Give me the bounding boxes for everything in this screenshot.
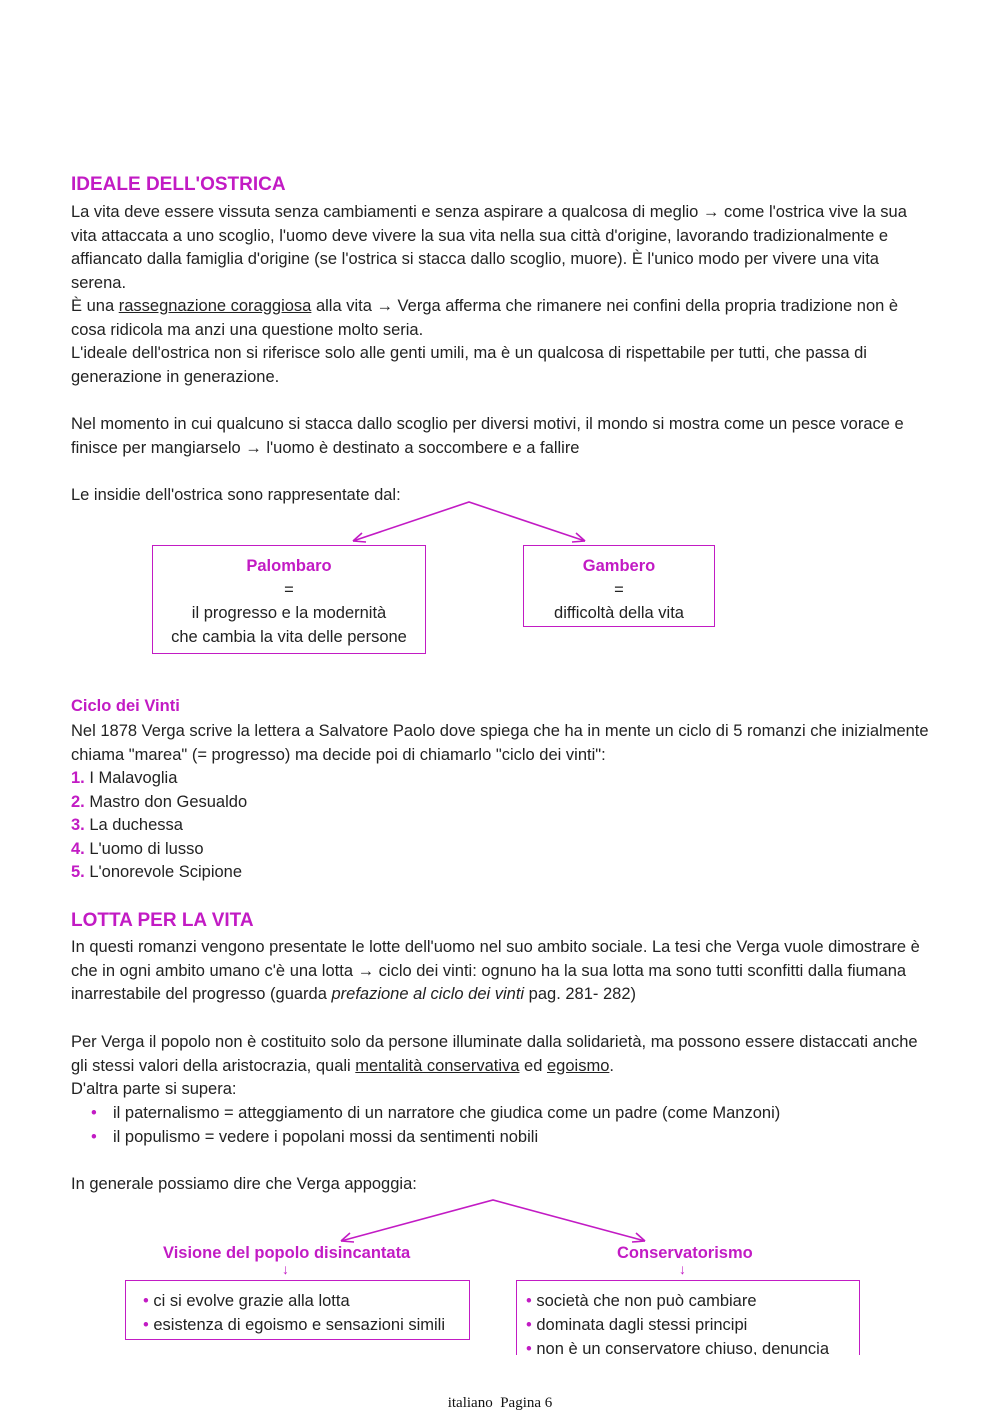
list-text: ci si evolve grazie alla lotta: [153, 1292, 350, 1310]
bullet-icon: •: [143, 1316, 149, 1334]
branch-arrow-lines-1: [353, 502, 585, 541]
paragraph-pesce-vorace: Nel momento in cui qualcuno si stacca dallo scoglio per diversi motivi, il mondo si mostra come un pesce vorace e finisce per mangiarselo → l'uomo è destinato a soccombere e a fallire: [71, 415, 904, 457]
text-segment: È una: [71, 297, 119, 315]
list-item: [91, 1101, 780, 1125]
list-text: La duchessa: [89, 816, 183, 834]
box-title-gambero: Gambero: [582, 557, 656, 575]
box-line: il progresso e la modernità: [191, 604, 387, 622]
list-text: società che non può cambiare: [536, 1292, 757, 1310]
list-text: L'uomo di lusso: [89, 839, 204, 858]
underlined-term: egoismo: [547, 1056, 610, 1075]
equals-sign: =: [284, 580, 294, 599]
text-segment: ed: [519, 1056, 547, 1075]
paragraph-supera: D'altra parte si supera:: [71, 1080, 237, 1098]
list-item: [71, 861, 247, 885]
heading-conservatorismo: Conservatorismo: [617, 1244, 753, 1262]
paragraph-lotta: [71, 936, 931, 1007]
list-item: [143, 1289, 469, 1313]
novels-list: [71, 767, 247, 885]
branch-arrow-lines-2: [341, 1200, 645, 1241]
list-text: il populismo = vedere i popolani mossi da sentimenti nobili: [113, 1128, 539, 1146]
list-item: [71, 767, 247, 791]
paragraph-insidie: Le insidie dell'ostrica sono rappresentate dal:: [71, 486, 401, 504]
bullet-icon: •: [526, 1292, 532, 1310]
list-item: [71, 791, 247, 815]
list-item: [91, 1125, 780, 1149]
bullet-icon: •: [91, 1104, 97, 1122]
bullet-icon: •: [526, 1340, 532, 1355]
box-title-palombaro: Palombaro: [246, 557, 332, 575]
list-text: Mastro don Gesualdo: [89, 792, 248, 811]
list-number: 1.: [71, 769, 85, 787]
paragraph-intro: La vita deve essere vissuta senza cambiamenti e senza aspirare a qualcosa di meglio → come l'ostrica vive la sua vita attaccata a uno scoglio, l'uomo deve vivere la sua vita nella sua città d'origine, lavorando tradizionalmente e affiancato dalla famiglia d'origine (se l'ostrica si stacca dallo scoglio, muore). È l'unico modo per vivere una vita serena.: [71, 203, 907, 292]
list-number: 5.: [71, 863, 85, 881]
underlined-term: rassegnazione coraggiosa: [118, 297, 312, 315]
list-item: [526, 1337, 859, 1355]
down-arrow-icon: ↓: [679, 1261, 686, 1277]
text-segment: .: [609, 1056, 614, 1075]
bullet-icon: •: [526, 1316, 532, 1334]
list-item: [526, 1289, 859, 1313]
list-number: 2.: [71, 792, 85, 811]
list-text: esistenza di egoismo e sensazioni simili: [153, 1316, 446, 1334]
box-conservatorismo: [516, 1280, 860, 1355]
text-segment: pag. 281- 282): [524, 985, 637, 1003]
bullet-icon: •: [143, 1292, 149, 1310]
list-item: [143, 1313, 469, 1337]
list-text: non è un conservatore chiuso, denuncia: [536, 1340, 829, 1355]
paragraph-popolo: [71, 1031, 931, 1078]
list-number: 3.: [71, 816, 85, 834]
box-line: difficoltà della vita: [554, 604, 684, 622]
paragraph-appoggia: In generale possiamo dire che Verga appoggia:: [71, 1175, 417, 1193]
list-text: il paternalismo = atteggiamento di un narratore che giudica come un padre (come Manzoni): [113, 1104, 781, 1122]
list-text: dominata dagli stessi principi: [536, 1316, 748, 1334]
box-list: [526, 1289, 859, 1355]
paragraph-ciclo-intro: Nel 1878 Verga scrive la lettera a Salvatore Paolo dove spiega che ha in mente un ciclo di 5 romanzi che inizialmente chiama "marea" (= progresso) ma decide poi di chiamarlo "ciclo dei vinti":: [71, 722, 929, 764]
equals-sign: =: [614, 580, 624, 599]
text-segment: alla vita → Verga afferma che rimanere nei confini della propria tradizione non è cosa ridicola ma anzi una questione molto seria.: [71, 297, 899, 339]
section-title-lotta: LOTTA PER LA VITA: [71, 910, 254, 931]
box-gambero: [523, 545, 715, 627]
list-text: I Malavoglia: [89, 769, 178, 787]
text-segment: In questi romanzi vengono presentate le lotte dell'uomo nel suo ambito sociale. La tesi che Verga vuole dimostrare è che in ogni ambito umano c'è una lotta → ciclo dei vinti: ognuno ha la sua lotta ma sono tutti sconfitti dalla fiumana inarrestabile del progresso (guarda: [71, 938, 920, 1003]
section-title-ideale: IDEALE DELL'OSTRICA: [71, 174, 286, 195]
list-item: [71, 838, 247, 862]
box-visione: [125, 1280, 470, 1340]
down-arrow-icon: ↓: [282, 1261, 289, 1277]
page-footer: italiano Pagina 6: [447, 1395, 553, 1411]
list-number: 4.: [71, 839, 85, 858]
list-item: [526, 1313, 859, 1337]
box-palombaro: [152, 545, 426, 654]
paragraph-genti-umili: L'ideale dell'ostrica non si riferisce solo alle genti umili, ma è un qualcosa di rispettabile per tutti, che passa di generazione in generazione.: [71, 344, 867, 386]
box-list: [143, 1289, 469, 1337]
heading-visione: Visione del popolo disincantata: [163, 1244, 411, 1262]
underlined-term: mentalità conservativa: [355, 1056, 520, 1075]
text-segment: Per Verga il popolo non è costituito solo da persone illuminate dalla solidarietà, ma possono essere distaccati anche gli stessi valori della aristocrazia, quali: [71, 1033, 918, 1075]
italic-title: prefazione al ciclo dei vinti: [331, 985, 525, 1003]
box-line: che cambia la vita delle persone: [171, 627, 407, 646]
list-item: [71, 814, 247, 838]
bullet-icon: •: [91, 1128, 97, 1146]
section-title-ciclo: Ciclo dei Vinti: [71, 697, 180, 715]
bullet-list: [91, 1101, 780, 1149]
list-text: L'onorevole Scipione: [89, 863, 243, 881]
